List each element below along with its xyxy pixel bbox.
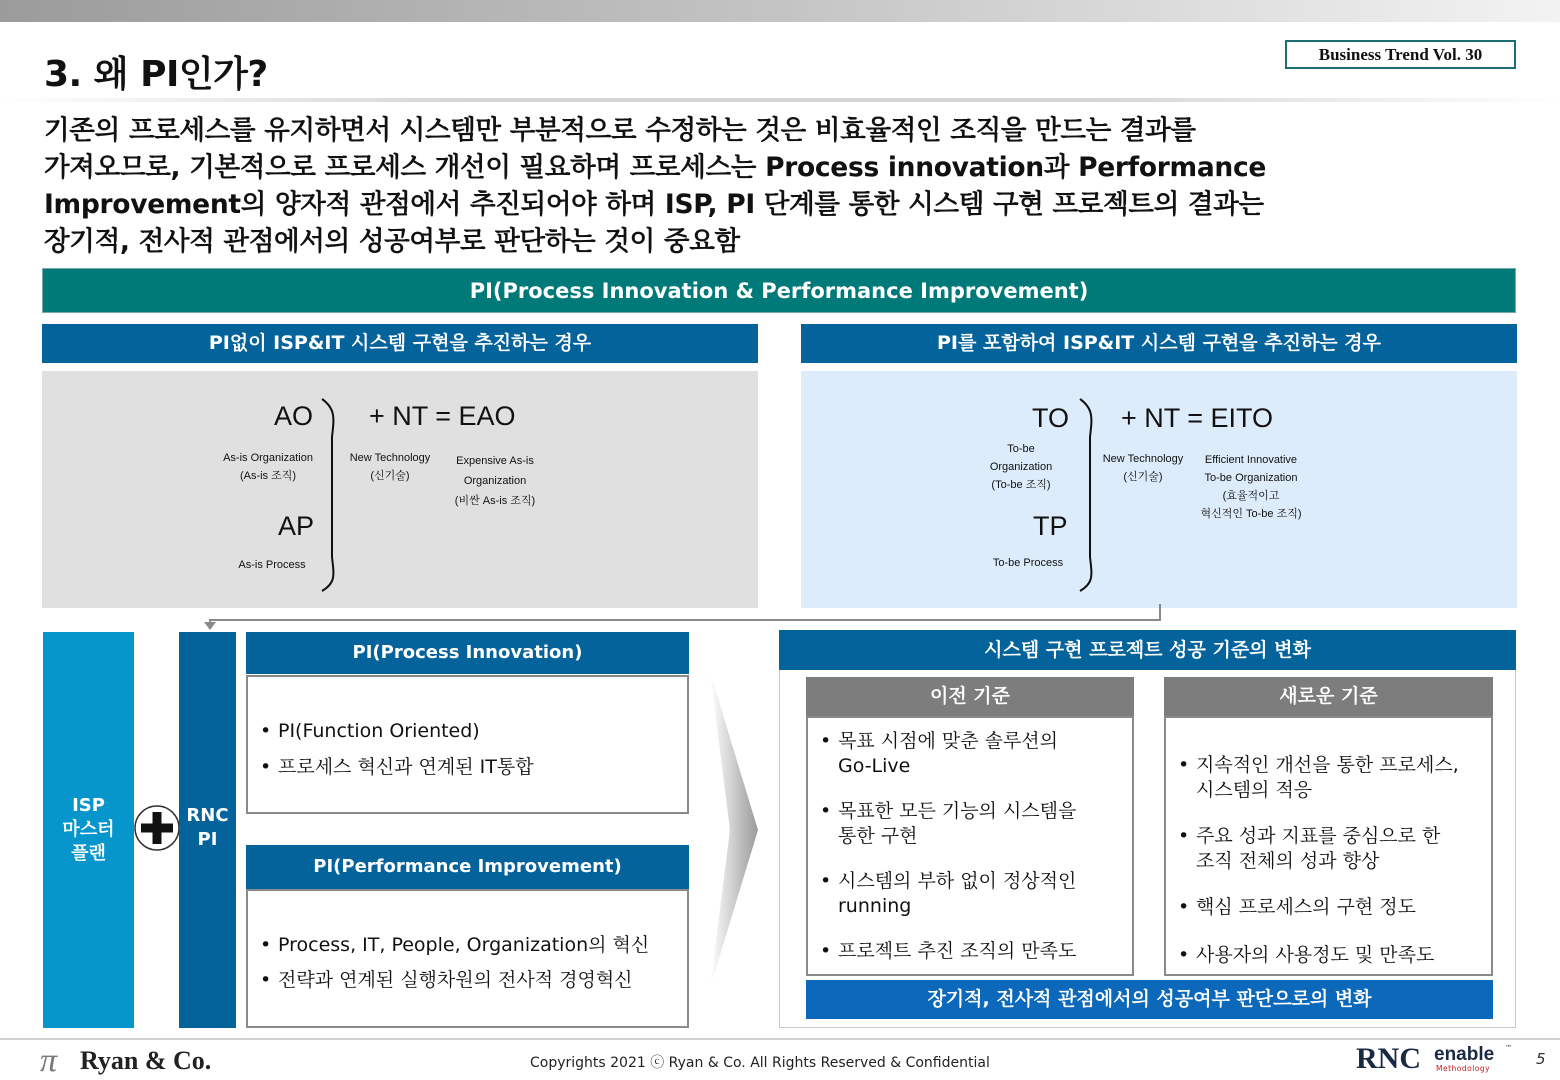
chevron-right-icon xyxy=(708,670,762,990)
list-item-line: • 목표 시점에 맞춘 솔루션의 xyxy=(838,730,1059,752)
nt-description xyxy=(1097,450,1189,486)
list-item xyxy=(1178,943,1491,968)
criteria-conclusion: 장기적, 전사적 관점에서의 성공여부 판단으로의 변화 xyxy=(806,980,1493,1019)
company-logo: Ryan & Co. xyxy=(80,1046,212,1075)
ao-label: AO xyxy=(274,401,314,431)
ap-label: AP xyxy=(278,511,315,541)
pi-innovation-box xyxy=(246,675,689,814)
eito-desc-line: To-be Organization xyxy=(1204,472,1298,484)
list-item: • 프로세스 혁신과 연계된 IT통합 xyxy=(260,755,687,780)
list-item-line: • 목표한 모든 기능의 시스템을 xyxy=(838,800,1077,822)
list-item-line: 조직 전체의 성과 향상 xyxy=(1196,850,1380,872)
brand-logo: RNC xyxy=(1356,1042,1421,1075)
to-desc-line: Organization xyxy=(989,461,1053,473)
list-item-line: 통한 구현 xyxy=(838,825,918,847)
pi-innovation-heading: PI(Process Innovation) xyxy=(246,632,689,674)
right-bracket-icon xyxy=(1076,397,1100,593)
eao-desc-line: Expensive As-is xyxy=(456,455,534,467)
eao-desc-line: Organization xyxy=(463,475,527,487)
isp-label-line: ISP xyxy=(72,795,105,816)
lead-paragraph xyxy=(44,112,1514,260)
list-item xyxy=(820,939,1132,964)
page-title: 3. 왜 PI인가? xyxy=(44,54,268,95)
nt-desc-line: New Technology xyxy=(349,452,431,464)
eao-description xyxy=(440,451,550,511)
plus-icon xyxy=(133,804,181,852)
isp-label-line: 플랜 xyxy=(71,843,106,864)
eito-desc-line: Efficient Innovative xyxy=(1204,454,1298,466)
left-case-heading: PI없이 ISP&IT 시스템 구현을 추진하는 경우 xyxy=(42,324,758,363)
list-item-line: • 시스템의 부하 없이 정상적인 xyxy=(838,870,1077,892)
right-case-heading: PI를 포함하여 ISP&IT 시스템 구현을 추진하는 경우 xyxy=(801,324,1517,363)
connector-arrow-icon xyxy=(200,604,1165,632)
to-desc-line: To-be xyxy=(1007,443,1035,455)
new-criteria-heading: 새로운 기준 xyxy=(1164,677,1493,716)
isp-label-line: 마스터 xyxy=(62,819,115,840)
page-number: 5 xyxy=(1536,1050,1546,1068)
tp-description: To-be Process xyxy=(992,557,1064,569)
left-formula: + NT = EAO xyxy=(369,401,516,431)
rnc-label-line: RNC xyxy=(186,805,229,826)
list-item-line: running xyxy=(838,895,912,917)
list-item xyxy=(1178,753,1491,803)
issue-badge: Business Trend Vol. 30 xyxy=(1285,40,1516,69)
ap-description: As-is Process xyxy=(238,559,306,571)
right-bracket-icon xyxy=(318,397,342,593)
lead-line: 기존의 프로세스를 유지하면서 시스템만 부분적으로 수정하는 것은 비효율적인 조직을 만드는 결과를 xyxy=(44,115,1196,146)
brand-tm: ™ xyxy=(1505,1044,1512,1052)
brand-enable: enable xyxy=(1434,1044,1495,1065)
ao-desc-line: (As-is 조직) xyxy=(239,470,297,482)
list-item-line: • 핵심 프로세스의 구현 정도 xyxy=(1196,896,1417,918)
list-item-line: • 주요 성과 지표를 중심으로 한 xyxy=(1196,825,1441,847)
ao-desc-line: As-is Organization xyxy=(223,452,313,464)
lead-line: Improvement의 양자적 관점에서 추진되어야 하며 ISP, PI 단계를 통한 시스템 구현 프로젝트의 결과는 xyxy=(44,189,1264,220)
list-item xyxy=(1178,824,1491,874)
eito-desc-line: 혁신적인 To-be 조직) xyxy=(1200,508,1302,520)
logo-pi-icon: π xyxy=(40,1042,58,1079)
list-item-line: • 지속적인 개선을 통한 프로세스, xyxy=(1196,754,1459,776)
brand-methodology: Methodology xyxy=(1436,1064,1491,1073)
pi-performance-box xyxy=(246,889,689,1028)
pi-performance-heading: PI(Performance Improvement) xyxy=(246,845,689,889)
copyright-text: Copyrights 2021 ⓒ Ryan & Co. All Rights Reserved & Confidential xyxy=(530,1055,990,1071)
list-item xyxy=(820,799,1132,849)
eao-desc-line: (비싼 As-is 조직) xyxy=(454,495,536,507)
isp-master-plan-block xyxy=(43,632,134,1028)
eito-description xyxy=(1189,451,1313,523)
nt-description xyxy=(342,449,438,485)
to-desc-line: (To-be 조직) xyxy=(991,479,1051,491)
right-formula: + NT = EITO xyxy=(1121,403,1274,433)
nt-desc-line: (신기술) xyxy=(370,470,410,482)
lead-line: 장기적, 전사적 관점에서의 성공여부로 판단하는 것이 중요함 xyxy=(44,226,740,257)
right-case-panel xyxy=(801,371,1517,608)
eito-desc-line: (효율적이고 xyxy=(1222,490,1280,502)
nt-desc-line: New Technology xyxy=(1102,453,1184,465)
list-item xyxy=(1178,895,1491,920)
left-case-panel xyxy=(42,371,758,608)
old-criteria-box xyxy=(806,716,1134,976)
list-item: • Process, IT, People, Organization의 혁신 xyxy=(260,933,687,958)
rnc-pi-block xyxy=(179,632,236,1028)
list-item xyxy=(820,869,1132,919)
ao-description xyxy=(210,449,326,485)
list-item-line: • 사용자의 사용정도 및 만족도 xyxy=(1196,944,1435,966)
list-item-line: Go-Live xyxy=(838,755,911,777)
tp-label: TP xyxy=(1033,511,1068,541)
rnc-label-line: PI xyxy=(197,829,218,850)
pi-banner: PI(Process Innovation & Performance Improvement) xyxy=(42,268,1516,313)
to-label: TO xyxy=(1032,403,1070,433)
new-criteria-box xyxy=(1164,716,1493,976)
list-item: • PI(Function Oriented) xyxy=(260,719,687,744)
nt-desc-line: (신기술) xyxy=(1123,471,1163,483)
list-item-line: • 프로젝트 추진 조직의 만족도 xyxy=(838,940,1077,962)
list-item: • 전략과 연계된 실행차원의 전사적 경영혁신 xyxy=(260,968,687,993)
list-item-line: 시스템의 적응 xyxy=(1196,779,1313,801)
footer-divider xyxy=(0,1038,1560,1040)
criteria-heading: 시스템 구현 프로젝트 성공 기준의 변화 xyxy=(779,630,1516,670)
lead-line: 가져오므로, 기본적으로 프로세스 개선이 필요하며 프로세스는 Process innovation과 Performance xyxy=(44,152,1267,183)
list-item xyxy=(820,729,1132,779)
top-gradient-bar xyxy=(0,0,1560,22)
to-description xyxy=(979,440,1063,494)
header-divider xyxy=(0,98,1560,102)
old-criteria-heading: 이전 기준 xyxy=(806,677,1134,716)
